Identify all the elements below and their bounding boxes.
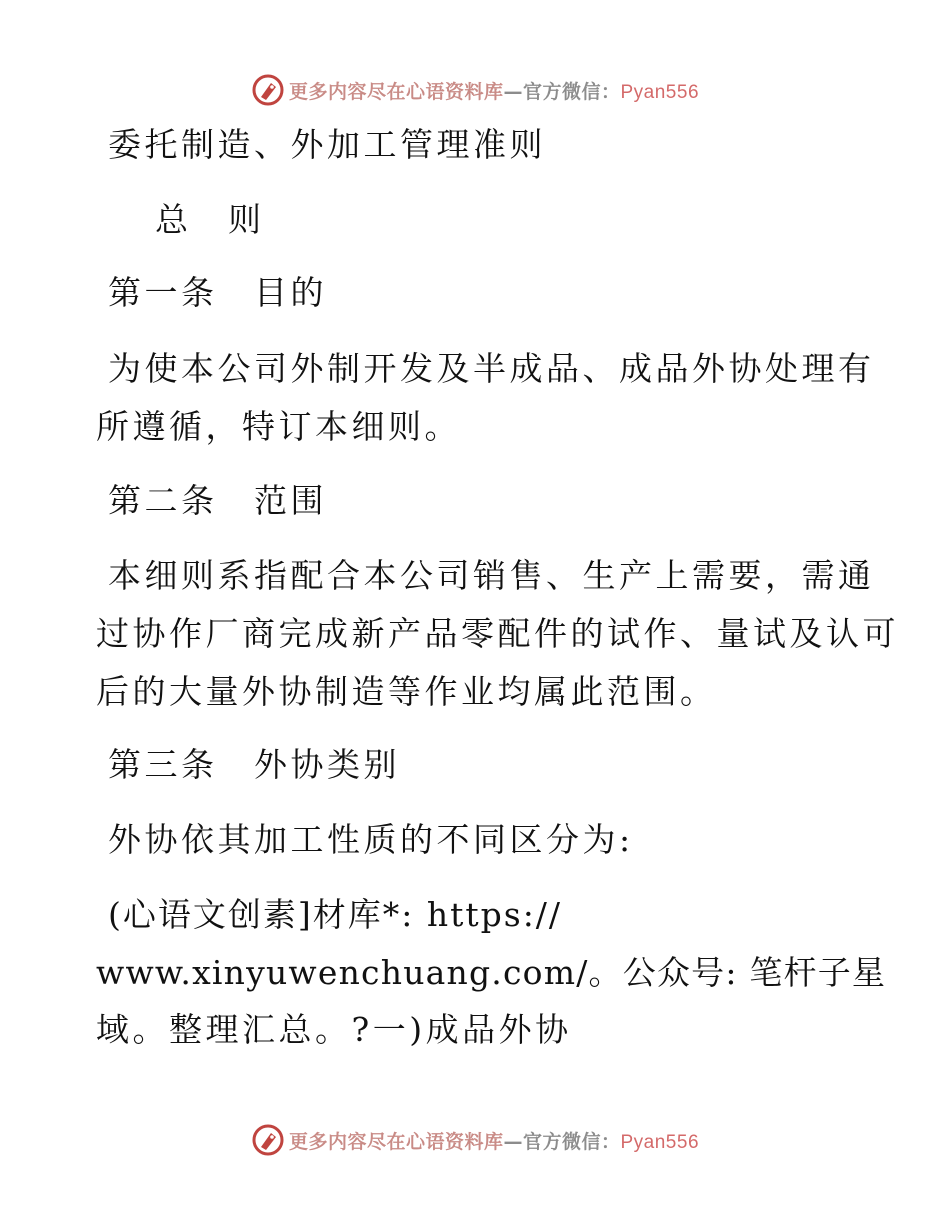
article-3-heading: 第三条 外协类别 (108, 745, 400, 784)
banner-text (289, 77, 699, 104)
banner-wechat-id: Pyan556 (620, 1131, 700, 1153)
banner-wechat-id: Pyan556 (620, 81, 700, 103)
article-3-body-line-2: (心语文创素]材库*: https:// (108, 895, 563, 934)
article-1-heading: 第一条 目的 (108, 273, 327, 312)
article-1-body-line-1: 为使本公司外制开发及半成品、成品外协处理有 (108, 349, 875, 388)
pen-nib-logo-icon (251, 1123, 285, 1157)
article-3-body-line-3: www.xinyuwenchuang.com/。公众号: 笔杆子星 (96, 953, 887, 992)
document-title: 委托制造、外加工管理准则 (108, 125, 546, 164)
pen-nib-logo-icon (251, 73, 285, 107)
section-heading: 总 则 (155, 200, 265, 239)
article-2-body-line-3: 后的大量外协制造等作业均属此范围。 (96, 672, 717, 711)
article-2-heading: 第二条 范围 (108, 481, 327, 520)
footer-banner (0, 1120, 950, 1160)
article-2-body-line-2: 过协作厂商完成新产品零配件的试作、量试及认可 (96, 614, 899, 653)
header-banner (0, 70, 950, 110)
banner-separator: —官方微信： (503, 1130, 621, 1153)
article-3-body-line-4: 域。整理汇总。?一)成品外协 (96, 1010, 572, 1049)
article-1-body-line-2: 所遵循，特订本细则。 (96, 407, 461, 446)
banner-separator: —官方微信： (503, 80, 621, 103)
banner-title: 更多内容尽在心语资料库 (288, 80, 504, 103)
banner-text (289, 1127, 699, 1154)
banner-title: 更多内容尽在心语资料库 (288, 1130, 504, 1153)
article-2-body-line-1: 本细则系指配合本公司销售、生产上需要，需通 (108, 556, 875, 595)
article-3-body-line-1: 外协依其加工性质的不同区分为: (108, 820, 634, 859)
